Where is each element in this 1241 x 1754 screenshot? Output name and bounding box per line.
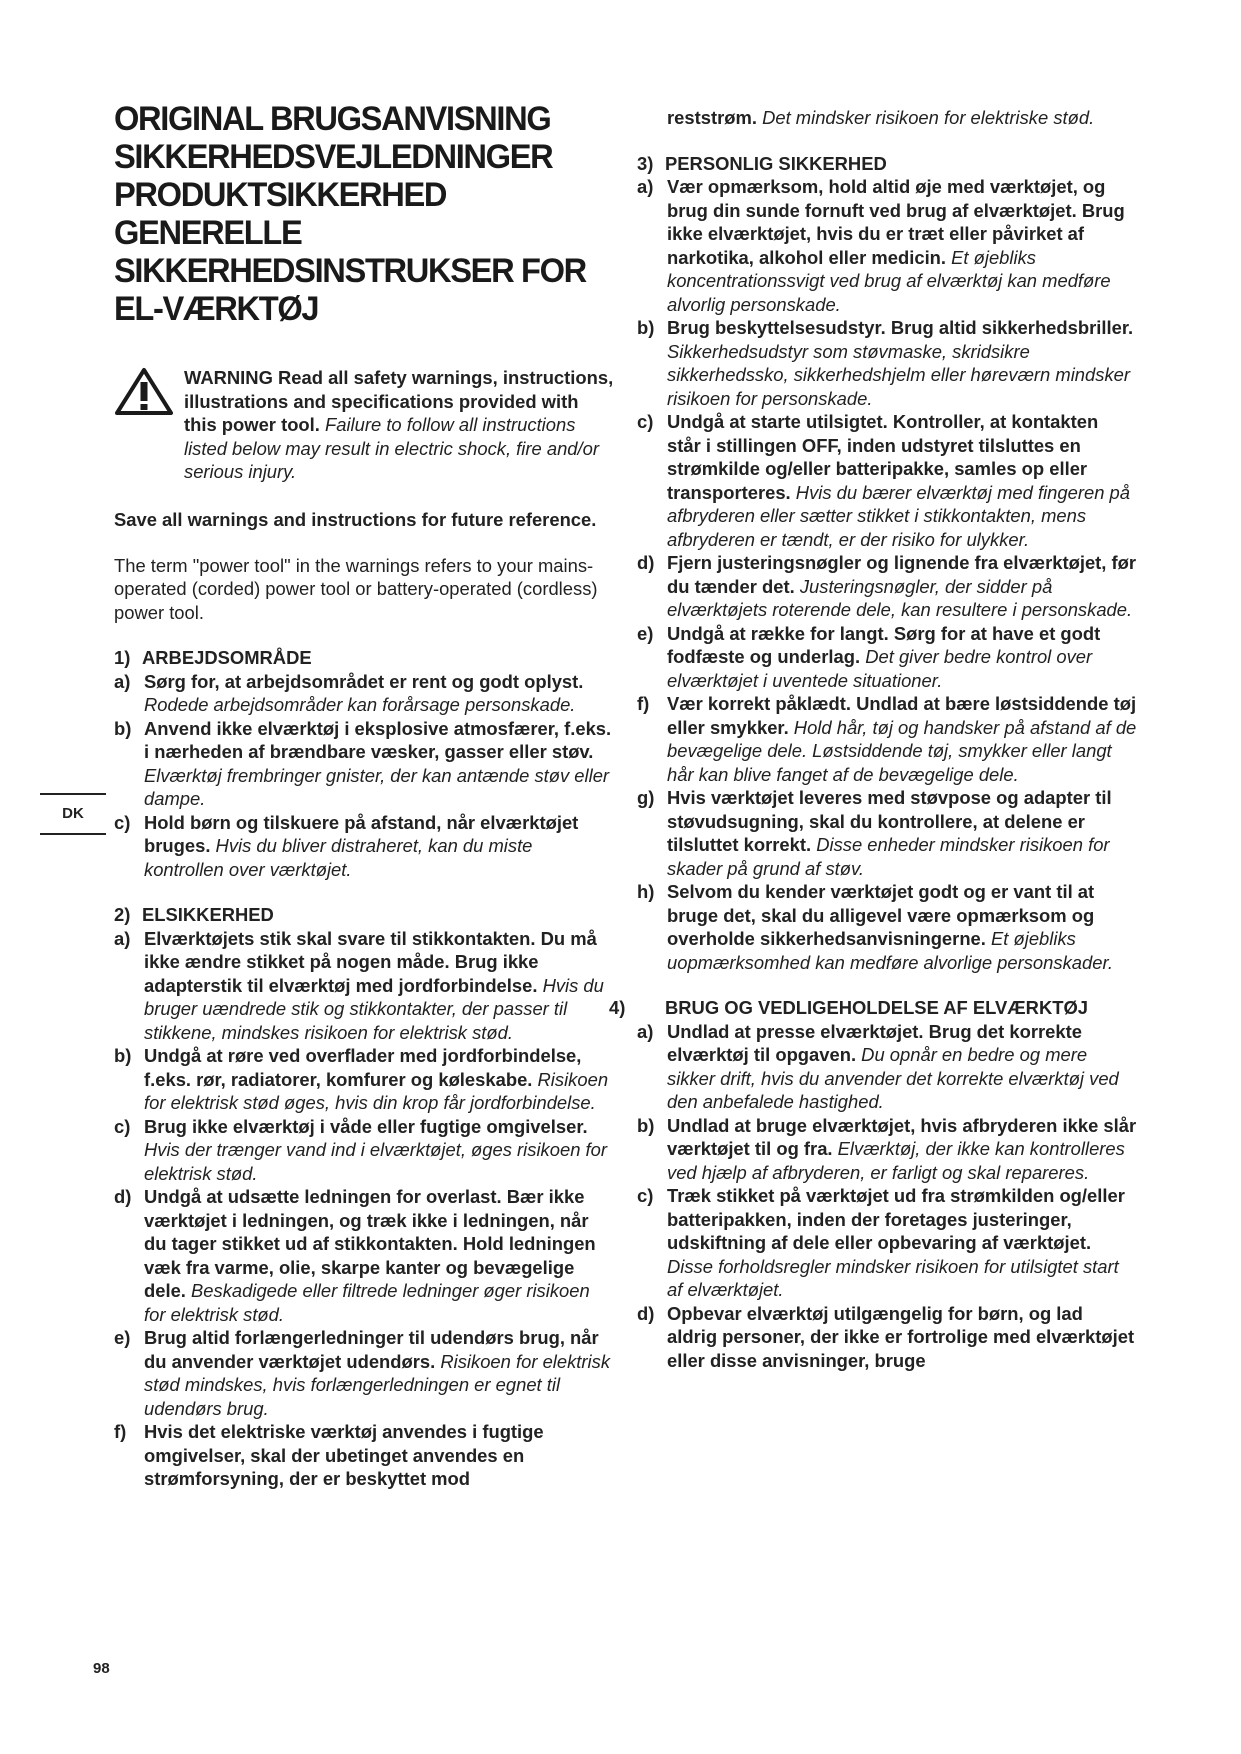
list-item-label: e) — [114, 1327, 131, 1348]
list-item — [114, 717, 614, 811]
title-line: EL-VÆRKTØJ — [114, 290, 319, 328]
section-heading: 1) ARBEJDSOMRÅDE — [114, 647, 312, 668]
list-item-bold-text: Undlad at presse elværktøjet. Brug det korrekte elværktøj til opgaven. — [667, 1020, 1082, 1065]
list-item-bold-text: Selvom du kender værktøjet godt og er vant til at bruge det, skal du alligevel være opmærksom og overholde sikkerhedsanvisningerne. — [667, 881, 1095, 949]
section-heading: 3) PERSONLIG SIKKERHED — [637, 152, 887, 174]
list-item-label: g) — [637, 787, 655, 808]
list-item-label: c) — [637, 1185, 654, 1206]
list-item-label: c) — [637, 411, 654, 432]
list-item-bold-text: Brug altid forlængerledninger til udendørs brug, når du anvender værktøjet udendørs. — [144, 1327, 599, 1372]
list-item — [637, 622, 1137, 693]
list-item-label: b) — [637, 1114, 655, 1136]
list-item-bold-text: Sørg for, at arbejdsområdet er rent og godt oplyst. — [144, 670, 584, 692]
list-item-italic-text: Sikkerhedsudstyr som støvmaske, skridsikre sikkerhedssko, sikkerhedshjelm eller høreværn mindsker risikoen for personskade. — [667, 340, 1130, 409]
section-3 — [637, 152, 1137, 975]
list-item-label: a) — [114, 927, 131, 949]
list-item-label: d) — [637, 552, 655, 573]
list-item-bold-text: Undlad at bruge elværktøjet, hvis afbryderen ikke slår værktøjet til og fra. — [667, 1114, 1137, 1159]
list-item-label: a) — [637, 176, 654, 197]
list-item-bold-text: Hvis værktøjet leveres med støvpose og adapter til støvudsugning, skal du kontrollere, at delene er tilsluttet korrekt. — [667, 787, 1112, 855]
page-title — [114, 100, 594, 328]
language-code: DK — [62, 805, 84, 822]
list-item — [114, 1115, 614, 1186]
list-item-italic-text: Hold hår, tøj og handsker på afstand af de bevægelige dele. Løstsiddende tøj, smykker eller langt hår kan blive fanget af de bevægelige dele. — [667, 716, 1137, 785]
list-item-label: h) — [637, 881, 655, 902]
warning-italic-text: Failure to follow all instructions listed below may result in electric shock, fire and/or serious injury. — [184, 414, 599, 482]
section-4 — [609, 996, 1137, 1372]
list-item-italic-text: Det giver bedre kontrol over elværktøjet i uventede situationer. — [667, 646, 1093, 691]
save-instructions: Save all warnings and instructions for future reference. — [114, 508, 597, 530]
list-item-bold-text: Opbevar elværktøj utilgængelig for børn, og lad aldrig personer, der ikke er fortrolige med elværktøjet eller disse anvisninger, bruge — [667, 1302, 1135, 1371]
list-item-italic-text: Hvis der trænger vand ind i elværktøjet, øges risikoen for elektrisk stød. — [144, 1139, 607, 1184]
list-item-italic-text: Risikoen for elektrisk stød øges, hvis din krop får jordforbindelse. — [144, 1068, 609, 1113]
list-item — [637, 175, 1137, 316]
title-line: SIKKERHEDSVEJLEDNINGER — [114, 138, 553, 176]
list-item-italic-text: Hvis du bærer elværktøj med fingeren på afbryderen eller sætter stikket i stikkontakten, mens afbryderen er tændt, er der risiko for ulykker. — [667, 481, 1131, 550]
list-item-italic-text: Beskadigede eller filtrede ledninger øger risikoen for elektrisk stød. — [144, 1280, 590, 1325]
list-item — [114, 670, 614, 717]
list-item-bold-text: Hold børn og tilskuere på afstand, når elværktøjet bruges. — [144, 811, 579, 856]
list-item — [637, 1184, 1137, 1302]
list-item — [637, 692, 1137, 786]
section-heading: 2) ELSIKKERHED — [114, 904, 274, 925]
term-definition: The term "power tool" in the warnings refers to your mains-operated (corded) power tool or battery-operated (cordless) power tool. — [114, 554, 598, 623]
list-item-continuation: reststrøm. Det mindsker risikoen for elektriske stød. — [667, 107, 1095, 128]
list-item-label: c) — [114, 1115, 131, 1137]
list-item — [114, 811, 614, 882]
list-item-label: b) — [114, 717, 132, 739]
warning-triangle-icon — [114, 367, 174, 417]
title-line: ORIGINAL BRUGSANVISNING — [114, 100, 551, 138]
list-item-label: f) — [637, 693, 650, 714]
list-item — [637, 1302, 1137, 1373]
list-item-bold-text: Elværktøjets stik skal svare til stikkontakten. Du må ikke ændre stikket på nogen måde. Brug ikke adapterstik til elværktøj med jordforbindelse. — [144, 927, 597, 996]
list-item — [114, 1420, 614, 1491]
list-item — [637, 410, 1137, 551]
list-item-italic-text: Hvis du bruger uændrede stik og stikkontakter, der passer til stikkene, mindskes risikoen for elektrisk stød. — [144, 974, 604, 1043]
title-line: GENERELLE — [114, 214, 302, 252]
list-item-italic-text: Du opnår en bedre og mere sikker drift, hvis du anvender det korrekte elværktøj ved den anbefalede hastighed. — [667, 1044, 1119, 1112]
list-item-bold-text: Brug ikke elværktøj i våde eller fugtige omgivelser. — [144, 1115, 588, 1137]
list-item — [637, 786, 1137, 880]
list-item-label: a) — [114, 670, 131, 692]
list-item-bold-text: Vær opmærksom, hold altid øje med værktøjet, og brug din sunde fornuft ved brug af elværktøjet. Brug ikke elværktøjet, hvis du er træt eller påvirket af narkotika, alkohol eller medicin. — [667, 176, 1125, 268]
list-item-bold-text: Træk stikket på værktøjet ud fra strømkilden og/eller batteripakken, inden der foretages justeringer, udskiftning af dele eller opbevaring af værktøjet. — [667, 1185, 1125, 1253]
page-number: 98 — [93, 1660, 110, 1677]
list-item-bold-text: Undgå at udsætte ledningen for overlast. Bær ikke værktøjet i ledningen, og træk ikke i ledningen, når du tager stikket ud af stikkontakten. Hold ledningen væk fra varme, olie, skarpe kanter og bevægelige dele. — [144, 1186, 596, 1301]
list-item-bold-text: Undgå at række for langt. Sørg for at have et godt fodfæste og underlag. — [667, 622, 1101, 667]
list-item-bold-text: Hvis det elektriske værktøj anvendes i fugtige omgivelser, skal der ubetinget anvendes en strømforsyning, der er beskyttet mod — [144, 1421, 544, 1489]
list-item — [637, 551, 1137, 622]
list-item-label: d) — [114, 1186, 132, 1207]
list-item — [114, 1326, 614, 1420]
list-item-bold-text: Vær korrekt påklædt. Undlad at bære løstsiddende tøj eller smykker. — [667, 693, 1137, 738]
title-line: PRODUKTSIKKERHED — [114, 176, 447, 214]
list-item-italic-text: Et øjebliks koncentrationssvigt ved brug af elværktøj kan medføre alvorlig personskade. — [667, 246, 1111, 315]
right-column — [609, 106, 1137, 1372]
language-tab — [40, 793, 106, 835]
list-item — [114, 1044, 614, 1115]
list-item-italic-text: Elværktøj frembringer gnister, der kan antænde støv eller dampe. — [144, 764, 610, 809]
list-item — [637, 316, 1137, 410]
list-item-italic-text: Hvis du bliver distraheret, kan du miste kontrollen over værktøjet. — [144, 835, 533, 880]
list-item-label: c) — [114, 811, 131, 833]
list-item-label: f) — [114, 1421, 127, 1442]
list-item — [637, 1114, 1137, 1185]
list-item — [637, 880, 1137, 974]
title-line: SIKKERHEDSINSTRUKSER FOR — [114, 252, 586, 290]
left-column — [114, 100, 614, 1491]
list-item-bold-text: Fjern justeringsnøgler og lignende fra elværktøjet, før du tænder det. — [667, 552, 1137, 597]
list-item-italic-text: Rodede arbejdsområder kan forårsage personskade. — [144, 694, 576, 715]
list-item-bold-text: Undgå at starte utilsigtet. Kontroller, at kontakten står i stillingen OFF, inden udstyret tilsluttes en strømkilde og/eller batteripakke, samles op eller transporteres. — [667, 411, 1099, 503]
list-item — [114, 1185, 614, 1326]
list-item-italic-text: Risikoen for elektrisk stød mindskes, hvis forlængerledningen er egnet til udendørs brug. — [144, 1350, 611, 1419]
list-item-italic-text: Disse enheder mindsker risikoen for skader på grund af støv. — [667, 834, 1110, 879]
warning-block — [114, 366, 614, 484]
list-item-label: e) — [637, 622, 654, 644]
section-2 — [114, 903, 614, 1491]
list-item-italic-text: Elværktøj, der ikke kan kontrolleres ved hjælp af afbryderen, er farligt og skal repareres. — [667, 1138, 1125, 1183]
list-item-label: b) — [114, 1045, 132, 1066]
list-item-bold-text: Brug beskyttelsesudstyr. Brug altid sikkerhedsbriller. — [667, 317, 1134, 338]
list-item-label: a) — [637, 1020, 654, 1042]
list-item-label: d) — [637, 1302, 655, 1324]
list-item-italic-text: Justeringsnøgler, der sidder på elværktøjets roterende dele, kan resultere i personskade. — [667, 575, 1133, 620]
list-item-italic-text: Et øjebliks uopmærksomhed kan medføre alvorlige personskader. — [667, 928, 1114, 973]
list-item-bold-text: Anvend ikke elværktøj i eksplosive atmosfærer, f.eks. i nærheden af brændbare væsker, gasser eller støv. — [144, 717, 612, 762]
warning-bold-text: WARNING Read all safety warnings, instructions, illustrations and specifications provided with this power tool. — [184, 367, 614, 435]
list-item-label: b) — [637, 317, 655, 338]
section-1 — [114, 646, 614, 881]
list-item — [637, 1020, 1137, 1114]
section-heading: 4) BRUG OG VEDLIGEHOLDELSE AF ELVÆRKTØJ — [609, 997, 1089, 1018]
list-item-italic-text: Disse forholdsregler mindsker risikoen for utilsigtet start af elværktøjet. — [667, 1255, 1119, 1300]
list-item-bold-text: Undgå at røre ved overflader med jordforbindelse, f.eks. rør, radiatorer, komfurer og køleskabe. — [144, 1045, 582, 1090]
list-item — [114, 927, 614, 1045]
